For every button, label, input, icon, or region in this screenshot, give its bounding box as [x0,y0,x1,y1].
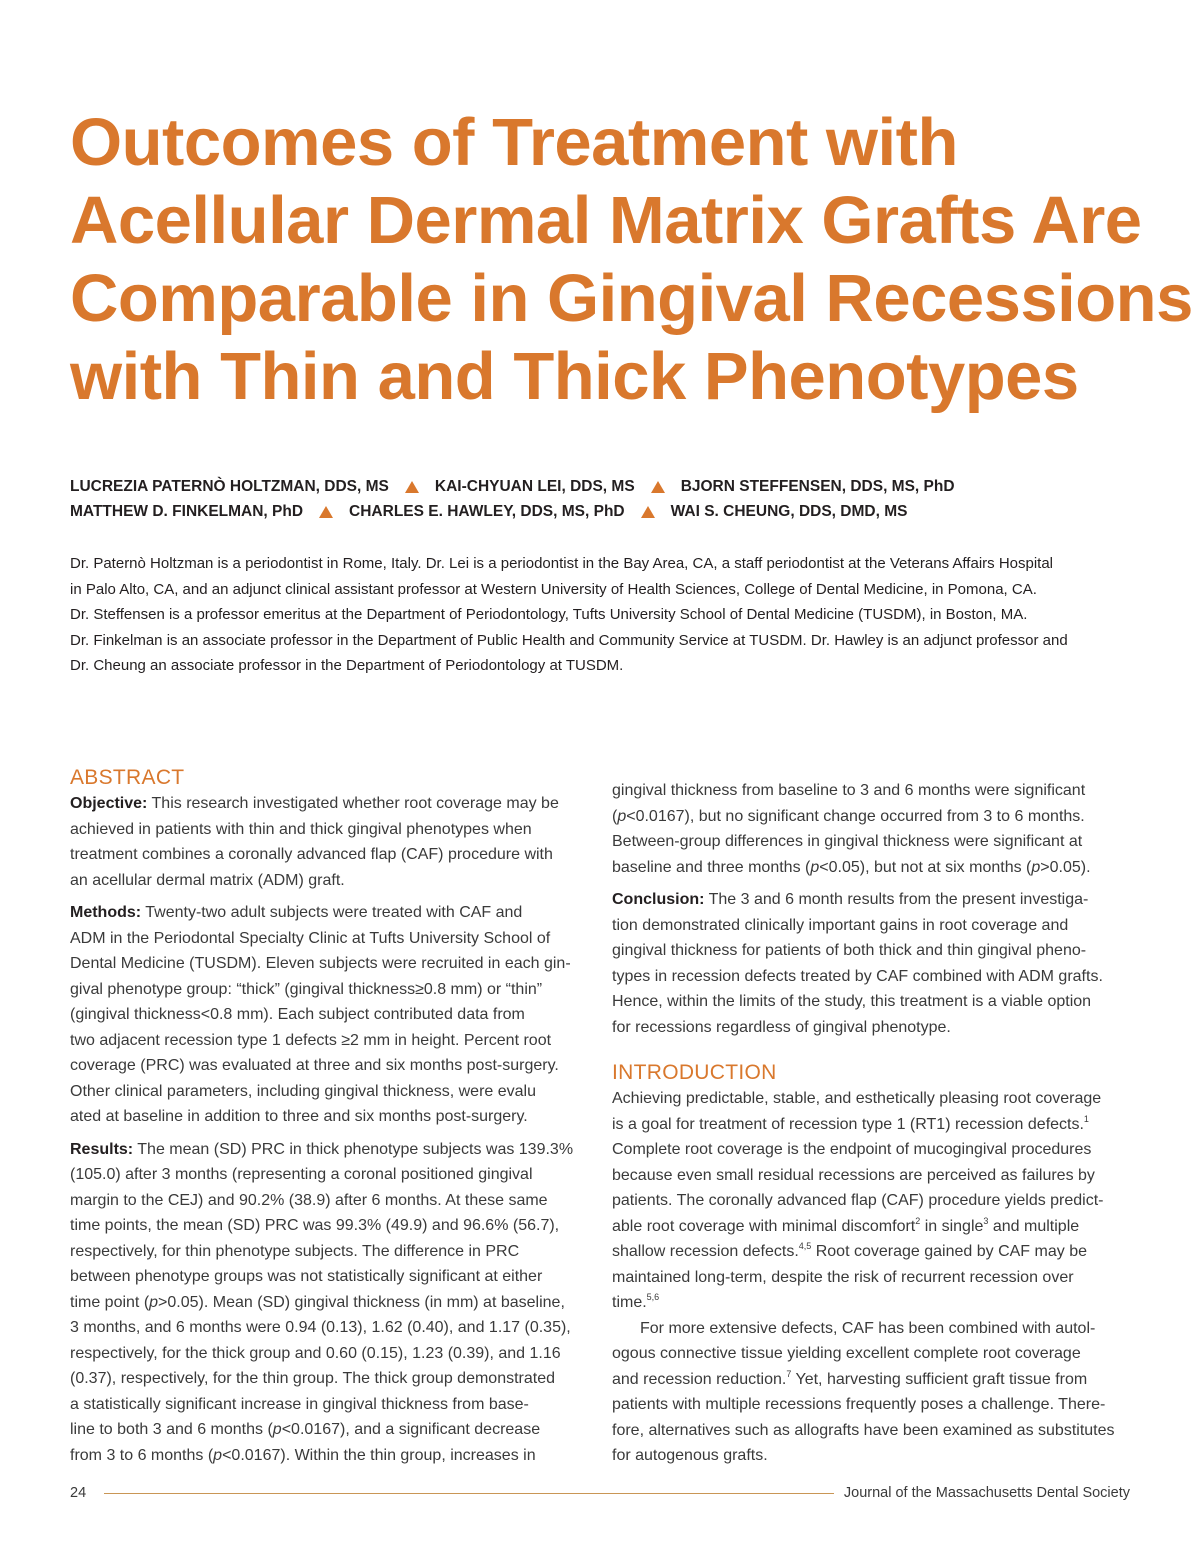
article-title [70,104,1193,416]
affiliation-line: Dr. Steffensen is a professor emeritus at the Department of Periodontology, Tufts University School of Dental Medicine (TUSDM), in Boston, MA. [70,606,1028,623]
abstract-heading: ABSTRACT [70,766,185,789]
text-line: (p<0.0167), but no significant change occurred from 3 to 6 months. [612,807,1085,825]
text-line: maintained long-term, despite the risk of recurrent recession over [612,1268,1074,1286]
text-line: Twenty-two adult subjects were treated with CAF and [141,904,523,921]
triangle-separator-icon [405,481,419,493]
introduction-paragraph-1 [612,1086,1132,1316]
triangle-separator-icon [319,506,333,518]
author-row [70,499,1170,524]
text-line: two adjacent recession type 1 defects ≥2 mm in height. Percent root [70,1031,552,1049]
left-column [70,765,590,1468]
text-line: between phenotype groups was not statistically significant at either [70,1268,543,1285]
text-line: Hence, within the limits of the study, this treatment is a viable option [612,993,1092,1010]
text-line: respectively, for thin phenotype subjects. The difference in PRC [70,1242,520,1260]
author-list [70,474,1170,524]
introduction-heading: INTRODUCTION [612,1061,777,1084]
title-line: Comparable in Gingival Recessions [70,261,1193,336]
author-name: CHARLES E. HAWLEY, DDS, MS, PhD [349,502,625,520]
text-line: ated at baseline in addition to three and six months post-surgery. [70,1108,528,1125]
text-line: an acellular dermal matrix (ADM) graft. [70,871,345,889]
affiliation-line: Dr. Finkelman is an associate professor in the Department of Public Health and Community Service at TUSDM. Dr. Hawley is an adjunct professor and [70,631,1068,649]
author-name: LUCREZIA PATERNÒ HOLTZMAN, DDS, MS [70,477,389,495]
title-line: Outcomes of Treatment with [70,105,958,180]
text-line: from 3 to 6 months (p<0.0167). Within the thin group, increases in [70,1446,536,1464]
text-line: For more extensive defects, CAF has been combined with autol- [640,1319,1096,1337]
title-line: with Thin and Thick Phenotypes [70,339,1079,414]
text-line: gingival thickness from baseline to 3 and 6 months were significant [612,782,1086,799]
text-line: 3 months, and 6 months were 0.94 (0.13), 1.62 (0.40), and 1.17 (0.35), [70,1319,571,1336]
text-line: respectively, for the thick group and 0.60 (0.15), 1.23 (0.39), and 1.16 [70,1344,561,1362]
author-row [70,474,1170,499]
title-line: Acellular Dermal Matrix Grafts Are [70,183,1142,258]
text-line: achieved in patients with thin and thick gingival phenotypes when [70,820,532,838]
text-line: (105.0) after 3 months (representing a coronal positioned gingival [70,1166,533,1183]
methods-label: Methods: [70,904,142,921]
text-line: margin to the CEJ) and 90.2% (38.9) after 6 months. At these same [70,1191,548,1209]
text-line: treatment combines a coronally advanced flap (CAF) procedure with [70,846,553,863]
results-label: Results: [70,1140,134,1158]
author-name: WAI S. CHEUNG, DDS, DMD, MS [670,502,908,520]
text-line: The 3 and 6 month results from the present investiga- [704,891,1089,908]
text-line: Complete root coverage is the endpoint of mucogingival procedures [612,1141,1092,1158]
text-line: time points, the mean (SD) PRC was 99.3% (49.9) and 96.6% (56.7), [70,1217,560,1234]
text-line: ADM in the Periodontal Specialty Clinic at Tufts University School of [70,929,551,947]
text-line: fore, alternatives such as allografts have been examined as substitutes [612,1421,1115,1439]
affiliation-line: in Palo Alto, CA, and an adjunct clinical assistant professor at Western University of Health Sciences, College of Dental Medicine, in Pomona, CA. [70,580,1037,598]
abstract-objective [70,791,590,893]
objective-label: Objective: [70,795,148,812]
affiliation-line: Dr. Paternò Holtzman is a periodontist in Rome, Italy. Dr. Lei is a periodontist in the Bay Area, CA, a staff periodontist at the Veterans Affairs Hospital [70,555,1054,572]
text-line: (gingival thickness<0.8 mm). Each subject contributed data from [70,1006,525,1023]
text-line: able root coverage with minimal discomfort$^2$ in single$^3$ and multiple [612,1215,1080,1235]
author-name: BJORN STEFFENSEN, DDS, MS, PhD [680,477,955,495]
text-line: a statistically significant increase in gingival thickness from base- [70,1395,529,1413]
text-line: Dental Medicine (TUSDM). Eleven subjects were recruited in each gin- [70,955,571,972]
text-line: The mean (SD) PRC in thick phenotype subjects was 139.3% [133,1140,574,1158]
text-line: patients. The coronally advanced flap (CAF) procedure yields predict- [612,1192,1104,1209]
footer-rule [104,1493,834,1494]
affiliation-line: Dr. Cheung an associate professor in the Department of Periodontology at TUSDM. [70,657,624,674]
text-line: time.$^{5,6}$ [612,1292,660,1311]
text-line: time point (p>0.05). Mean (SD) gingival thickness (in mm) at baseline, [70,1293,565,1311]
author-affiliations [70,551,1150,679]
text-line: patients with multiple recessions frequently poses a challenge. There- [612,1396,1106,1413]
text-line: gingival thickness for patients of both thick and thin gingival pheno- [612,942,1087,959]
triangle-separator-icon [641,506,655,518]
text-line: ogous connective tissue yielding excellent complete root coverage [612,1345,1081,1362]
text-line: This research investigated whether root coverage may be [147,795,559,812]
text-line: for autogenous grafts. [612,1447,768,1464]
text-line: Other clinical parameters, including gingival thickness, were evalu [70,1082,536,1100]
abstract-results [70,1137,590,1469]
text-line: coverage (PRC) was evaluated at three and six months post-surgery. [70,1057,559,1074]
text-line: Achieving predictable, stable, and esthetically pleasing root coverage [612,1090,1102,1107]
triangle-separator-icon [651,481,665,493]
text-line: baseline and three months (p<0.05), but not at six months (p>0.05). [612,858,1091,876]
author-name: MATTHEW D. FINKELMAN, PhD [70,502,304,520]
abstract-conclusion [612,887,1132,1040]
conclusion-label: Conclusion: [612,891,705,908]
text-line: line to both 3 and 6 months (p<0.0167), and a significant decrease [70,1421,541,1438]
abstract-results-continued [612,778,1132,880]
text-line: types in recession defects treated by CAF combined with ADM grafts. [612,967,1103,985]
author-name: KAI-CHYUAN LEI, DDS, MS [434,477,635,495]
text-line: (0.37), respectively, for the thin group. The thick group demonstrated [70,1370,555,1387]
text-line: Between-group differences in gingival thickness were significant at [612,833,1083,850]
page-number: 24 [70,1485,87,1501]
journal-name: Journal of the Massachusetts Dental Society [843,1485,1130,1501]
text-line: shallow recession defects.$^{4,5}$ Root coverage gained by CAF may be [612,1241,1087,1260]
right-column [612,778,1132,1469]
text-line: because even small residual recessions are perceived as failures by [612,1166,1095,1184]
text-line: tion demonstrated clinically important gains in root coverage and [612,916,1069,934]
text-line: for recessions regardless of gingival phenotype. [612,1018,951,1036]
abstract-methods [70,900,590,1130]
text-line: gival phenotype group: “thick” (gingival thickness≥0.8 mm) or “thin” [70,980,543,998]
introduction-paragraph-2 [612,1316,1132,1469]
text-line: and recession reduction.$^7$ Yet, harvesting sufficient graft tissue from [612,1368,1088,1388]
text-line: is a goal for treatment of recession type 1 (RT1) recession defects.$^1$ [612,1113,1089,1133]
page-footer [70,1483,1130,1503]
